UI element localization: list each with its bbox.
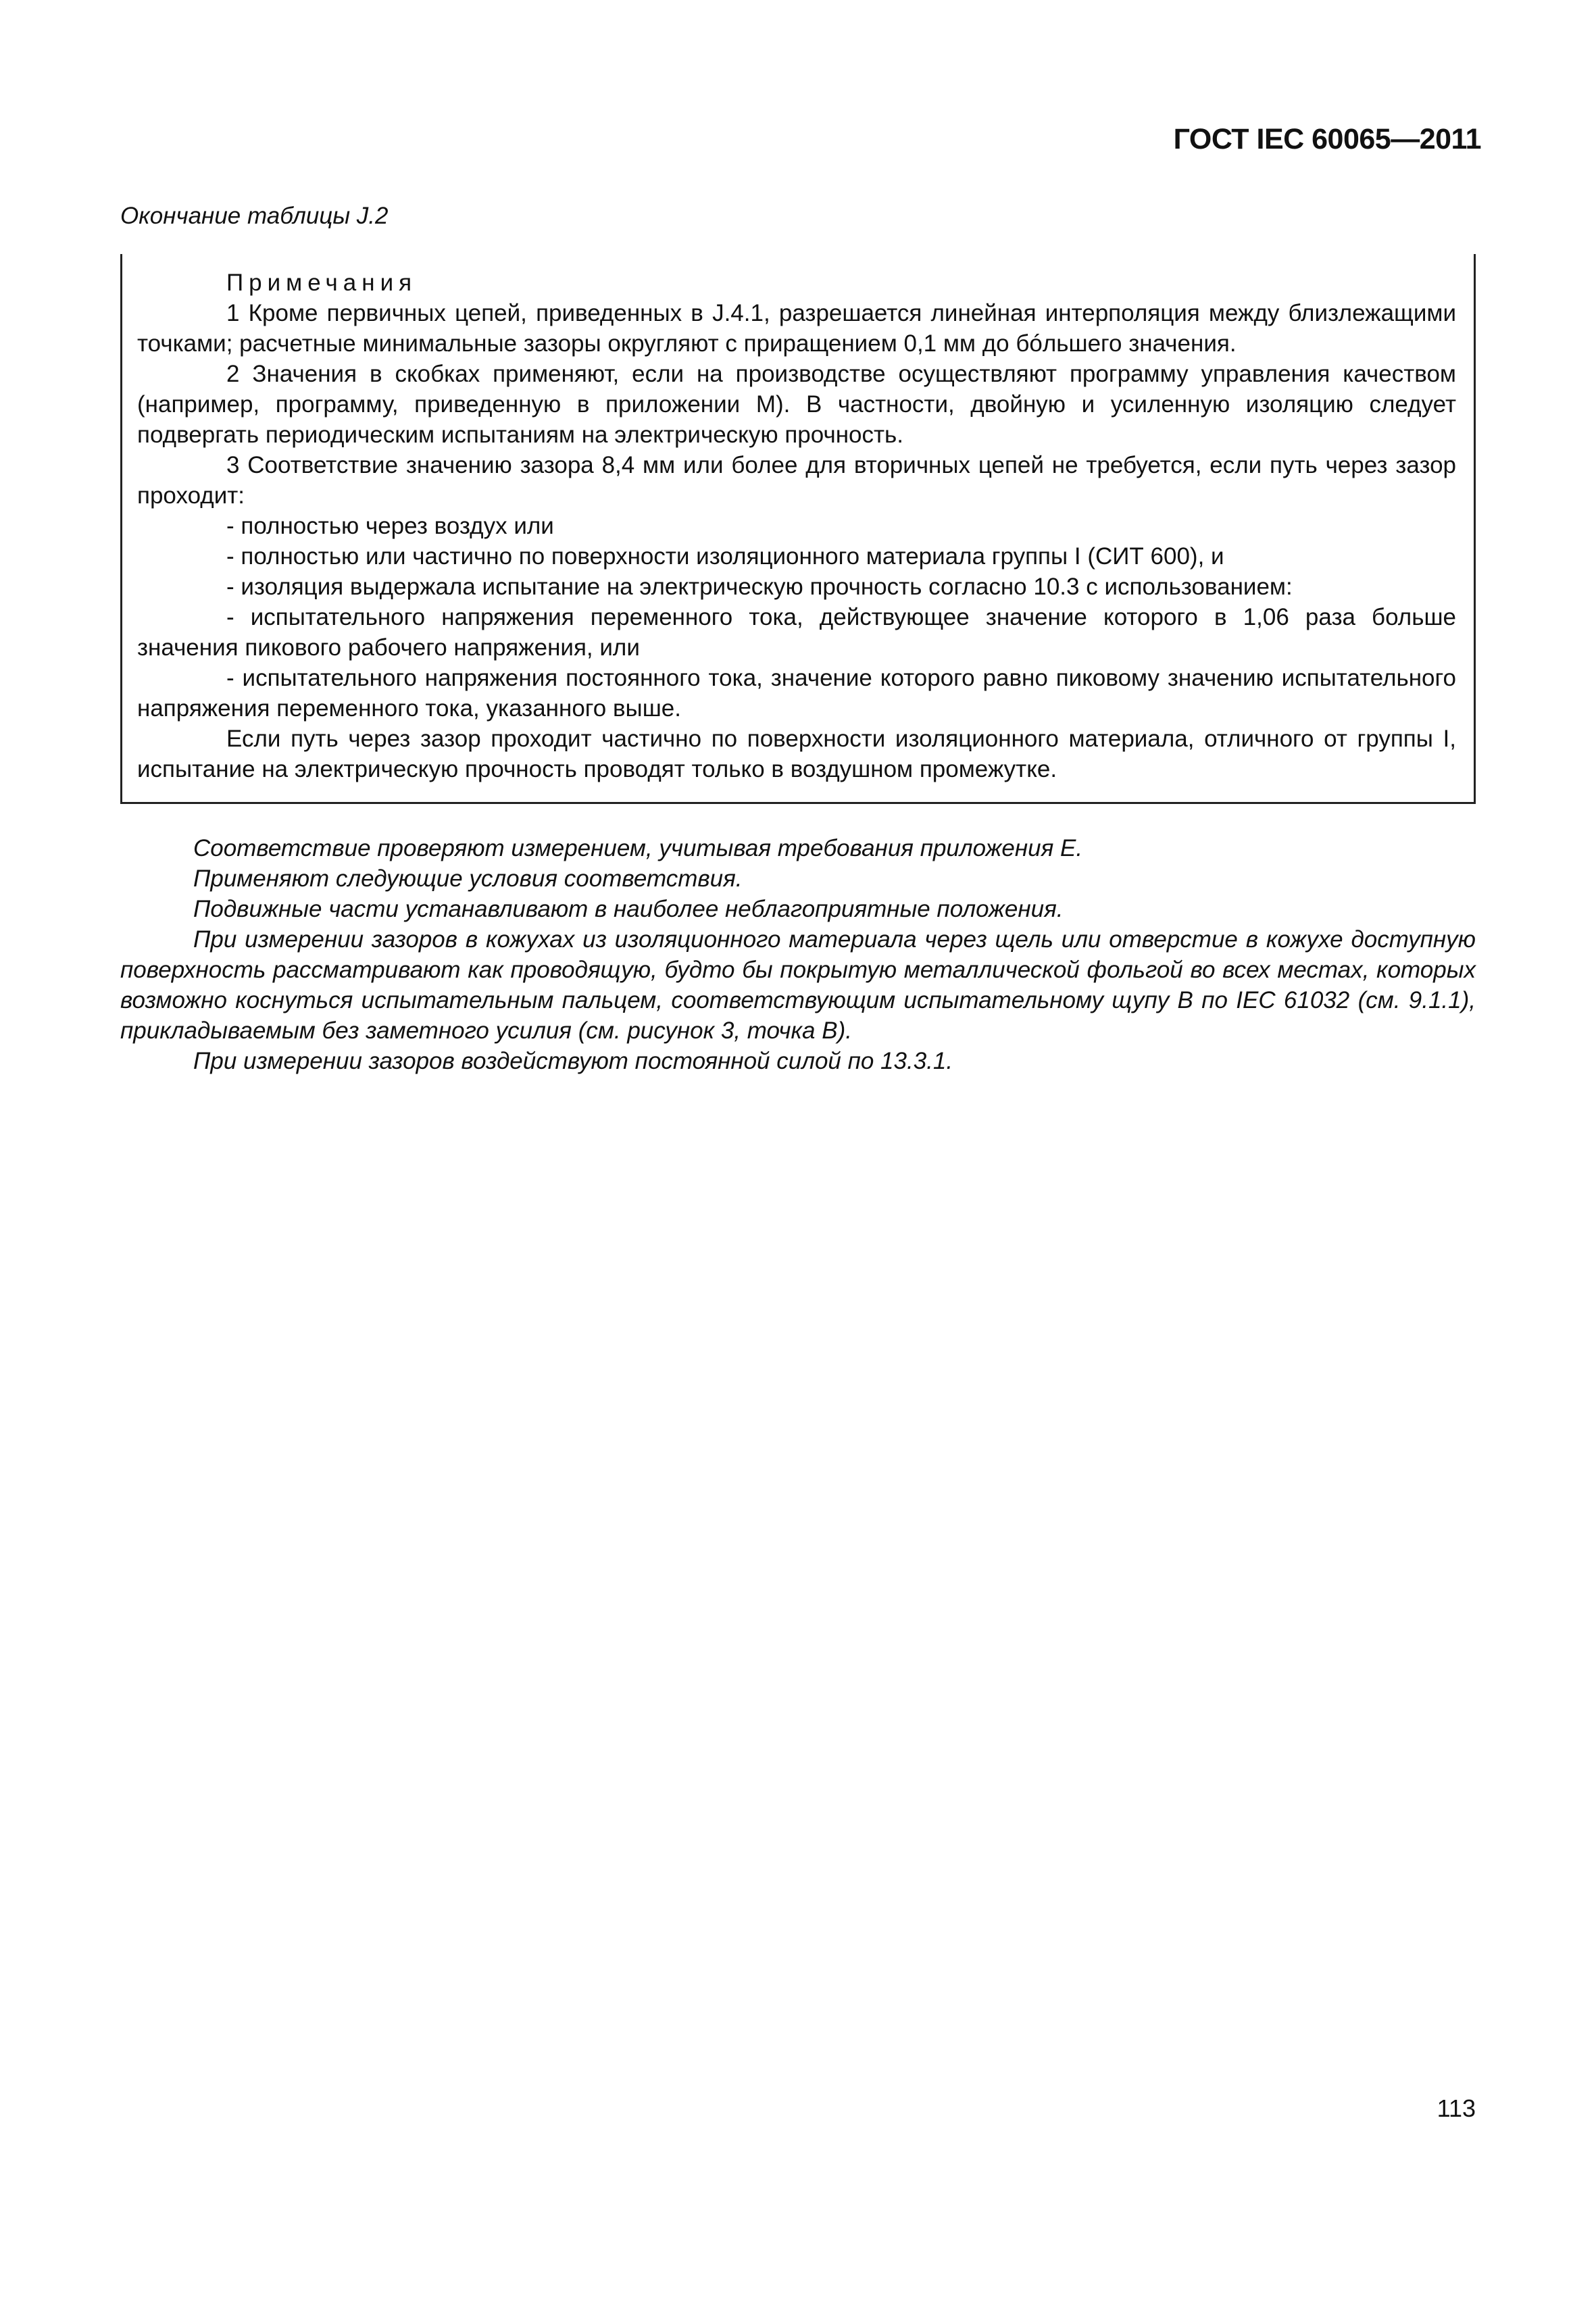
body-paragraph: При измерении зазоров в кожухах из изоляционного материала через щель или отверстие в кожухе доступную поверхность рассматривают как проводящую, будто бы покрытую металлической фольгой во всех местах, которых возможно коснуться испытательным пальцем, соответствующим испытательному щупу В по IEC 61032 (см. 9.1.1), прикладываемым без заметного усилия (см. рисунок 3, точка В). [120,926,1476,1044]
page-number: 113 [1437,2094,1476,2122]
table-caption: Окончание таблицы J.2 [120,203,389,229]
note-paragraph: Если путь через зазор проходит частично по поверхности изоляционного материала, отличного от группы I, испытание на электрическую прочность проводят только в воздушном промежутке. [137,726,1456,782]
document-header: ГОСТ IEC 60065—2011 [1173,123,1481,155]
note-paragraph: 2 Значения в скобках применяют, если на производстве осуществляют программу управления качеством (например, программу, приведенную в приложении М). В частности, двойную и усиленную изоляцию следует подвергать периодическим испытаниям на электрическую прочность. [137,361,1456,448]
note-list-item: - испытательного напряжения переменного тока, действующее значение которого в 1,06 раза больше значения пикового рабочего напряжения, или [137,604,1456,661]
note-paragraph: 3 Соответствие значению зазора 8,4 мм или более для вторичных цепей не требуется, если путь через зазор проходит: [137,452,1456,509]
body-paragraph: Соответствие проверяют измерением, учитывая требования приложения Е. [193,835,1083,861]
body-paragraph: При измерении зазоров воздействуют постоянной силой по 13.3.1. [193,1048,953,1074]
note-paragraph: 1 Кроме первичных цепей, приведенных в J.4.1, разрешается линейная интерполяция между близлежащими точками; расчетные минимальные зазоры округляют с приращением 0,1 мм до бóльшего значения. [137,300,1456,357]
notes-heading: Примечания [226,270,418,296]
note-list-item: - полностью через воздух или [226,513,554,539]
note-list-item: - полностью или частично по поверхности изоляционного материала группы I (СИТ 600), и [226,543,1224,570]
note-list-item: - изоляция выдержала испытание на электрическую прочность согласно 10.3 с использованием: [226,574,1293,600]
compliance-text [120,833,1476,1076]
notes-table-cell [120,254,1476,804]
body-paragraph: Подвижные части устанавливают в наиболее неблагоприятные положения. [193,896,1064,922]
body-paragraph: Применяют следующие условия соответствия. [193,865,743,892]
note-list-item: - испытательного напряжения постоянного тока, значение которого равно пиковому значению испытательного напряжения переменного тока, указанного выше. [137,665,1456,722]
